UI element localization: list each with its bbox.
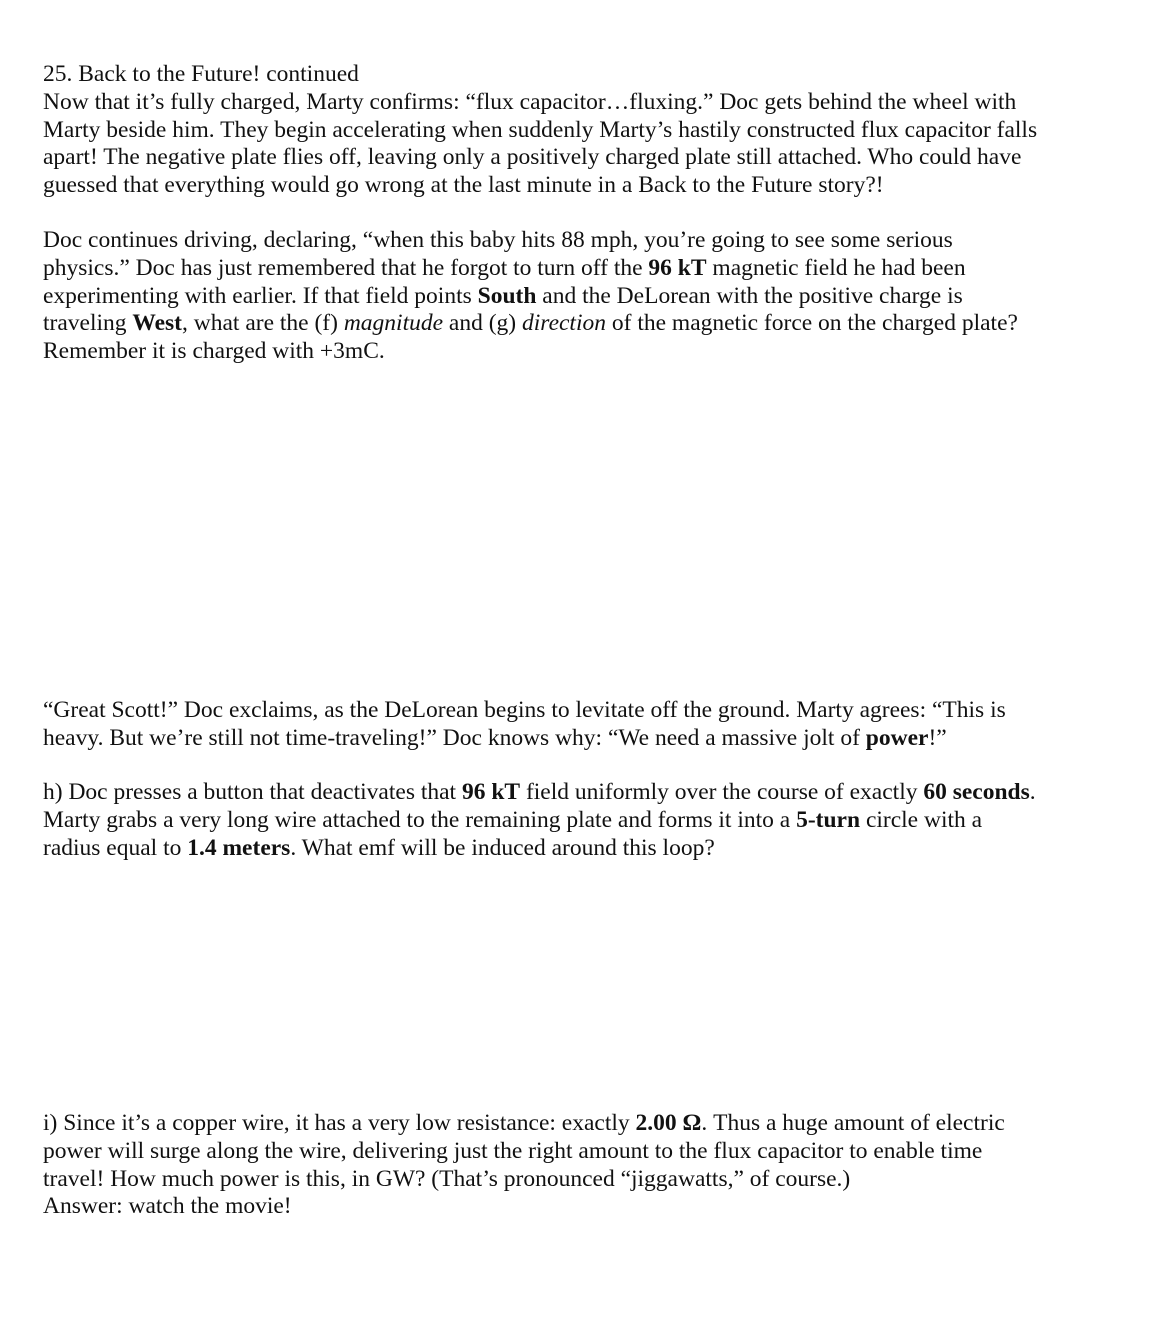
problem-title: 25. Back to the Future! continued bbox=[43, 61, 359, 87]
part-h-line: h) Doc presses a button that deactivates that 96 kT field uniformly over the course of exactly 60 seconds. bbox=[43, 779, 1036, 805]
part-i-line: i) Since it’s a copper wire, it has a very low resistance: exactly 2.00 Ω. Thus a huge amount of electric bbox=[43, 1110, 1005, 1136]
field-direction-value: South bbox=[477, 282, 537, 309]
part-i-line: power will surge along the wire, delivering just the right amount to the flux capacitor to enable time bbox=[43, 1137, 983, 1164]
part-fg-line: physics.” Doc has just remembered that he forgot to turn off the 96 kT magnetic field he had been bbox=[43, 254, 966, 281]
part-fg-line: Doc continues driving, declaring, “when this baby hits 88 mph, you’re going to see some serious bbox=[43, 227, 953, 253]
duration-value: 60 seconds bbox=[923, 779, 1030, 805]
turns-value: 5-turn bbox=[796, 806, 861, 833]
part-fg-paragraph bbox=[43, 227, 1133, 366]
travel-direction-value: West bbox=[132, 310, 183, 337]
resistance-value: 2.00 Ω bbox=[635, 1110, 702, 1136]
part-h-line: radius equal to 1.4 meters. What emf will be induced around this loop? bbox=[43, 834, 715, 861]
intro-line: Now that it’s fully charged, Marty confirms: “flux capacitor…fluxing.” Doc gets behind the wheel with bbox=[43, 88, 1017, 115]
problem-intro-paragraph bbox=[43, 61, 1133, 200]
great-scott-line: heavy. But we’re still not time-traveling!” Doc knows why: “We need a massive jolt of power!” bbox=[43, 724, 947, 751]
part-fg-line: experimenting with earlier. If that field points South and the DeLorean with the positive charge is bbox=[43, 282, 963, 309]
part-fg-line: traveling West, what are the (f) magnitude and (g) direction of the magnetic force on the charged plate? bbox=[43, 310, 1018, 337]
part-i-line: travel! How much power is this, in GW? (That’s pronounced “jiggawatts,” of course.) bbox=[43, 1165, 851, 1192]
intro-line: guessed that everything would go wrong at the last minute in a Back to the Future story?! bbox=[43, 172, 884, 199]
great-scott-line: “Great Scott!” Doc exclaims, as the DeLorean begins to levitate off the ground. Marty agrees: “This is bbox=[43, 697, 1006, 723]
part-fg-line: Remember it is charged with +3mC. bbox=[43, 338, 385, 365]
magnitude-term: magnitude bbox=[343, 310, 444, 337]
great-scott-paragraph bbox=[43, 697, 1133, 753]
part-h-paragraph bbox=[43, 779, 1133, 862]
intro-line: apart! The negative plate flies off, leaving only a positively charged plate still attached. Who could have bbox=[43, 144, 1022, 171]
direction-term: direction bbox=[522, 310, 606, 337]
part-h-line: Marty grabs a very long wire attached to the remaining plate and forms it into a 5-turn circle with a bbox=[43, 806, 983, 833]
field-strength-value: 96 kT bbox=[648, 254, 707, 281]
answer-line: Answer: watch the movie! bbox=[43, 1193, 292, 1220]
power-word: power bbox=[865, 724, 929, 751]
intro-line: Marty beside him. They begin accelerating when suddenly Marty’s hastily constructed flux capacitor falls bbox=[43, 116, 1038, 143]
radius-value: 1.4 meters bbox=[187, 834, 291, 861]
field-strength-value: 96 kT bbox=[461, 779, 521, 805]
part-i-paragraph bbox=[43, 1110, 1133, 1221]
